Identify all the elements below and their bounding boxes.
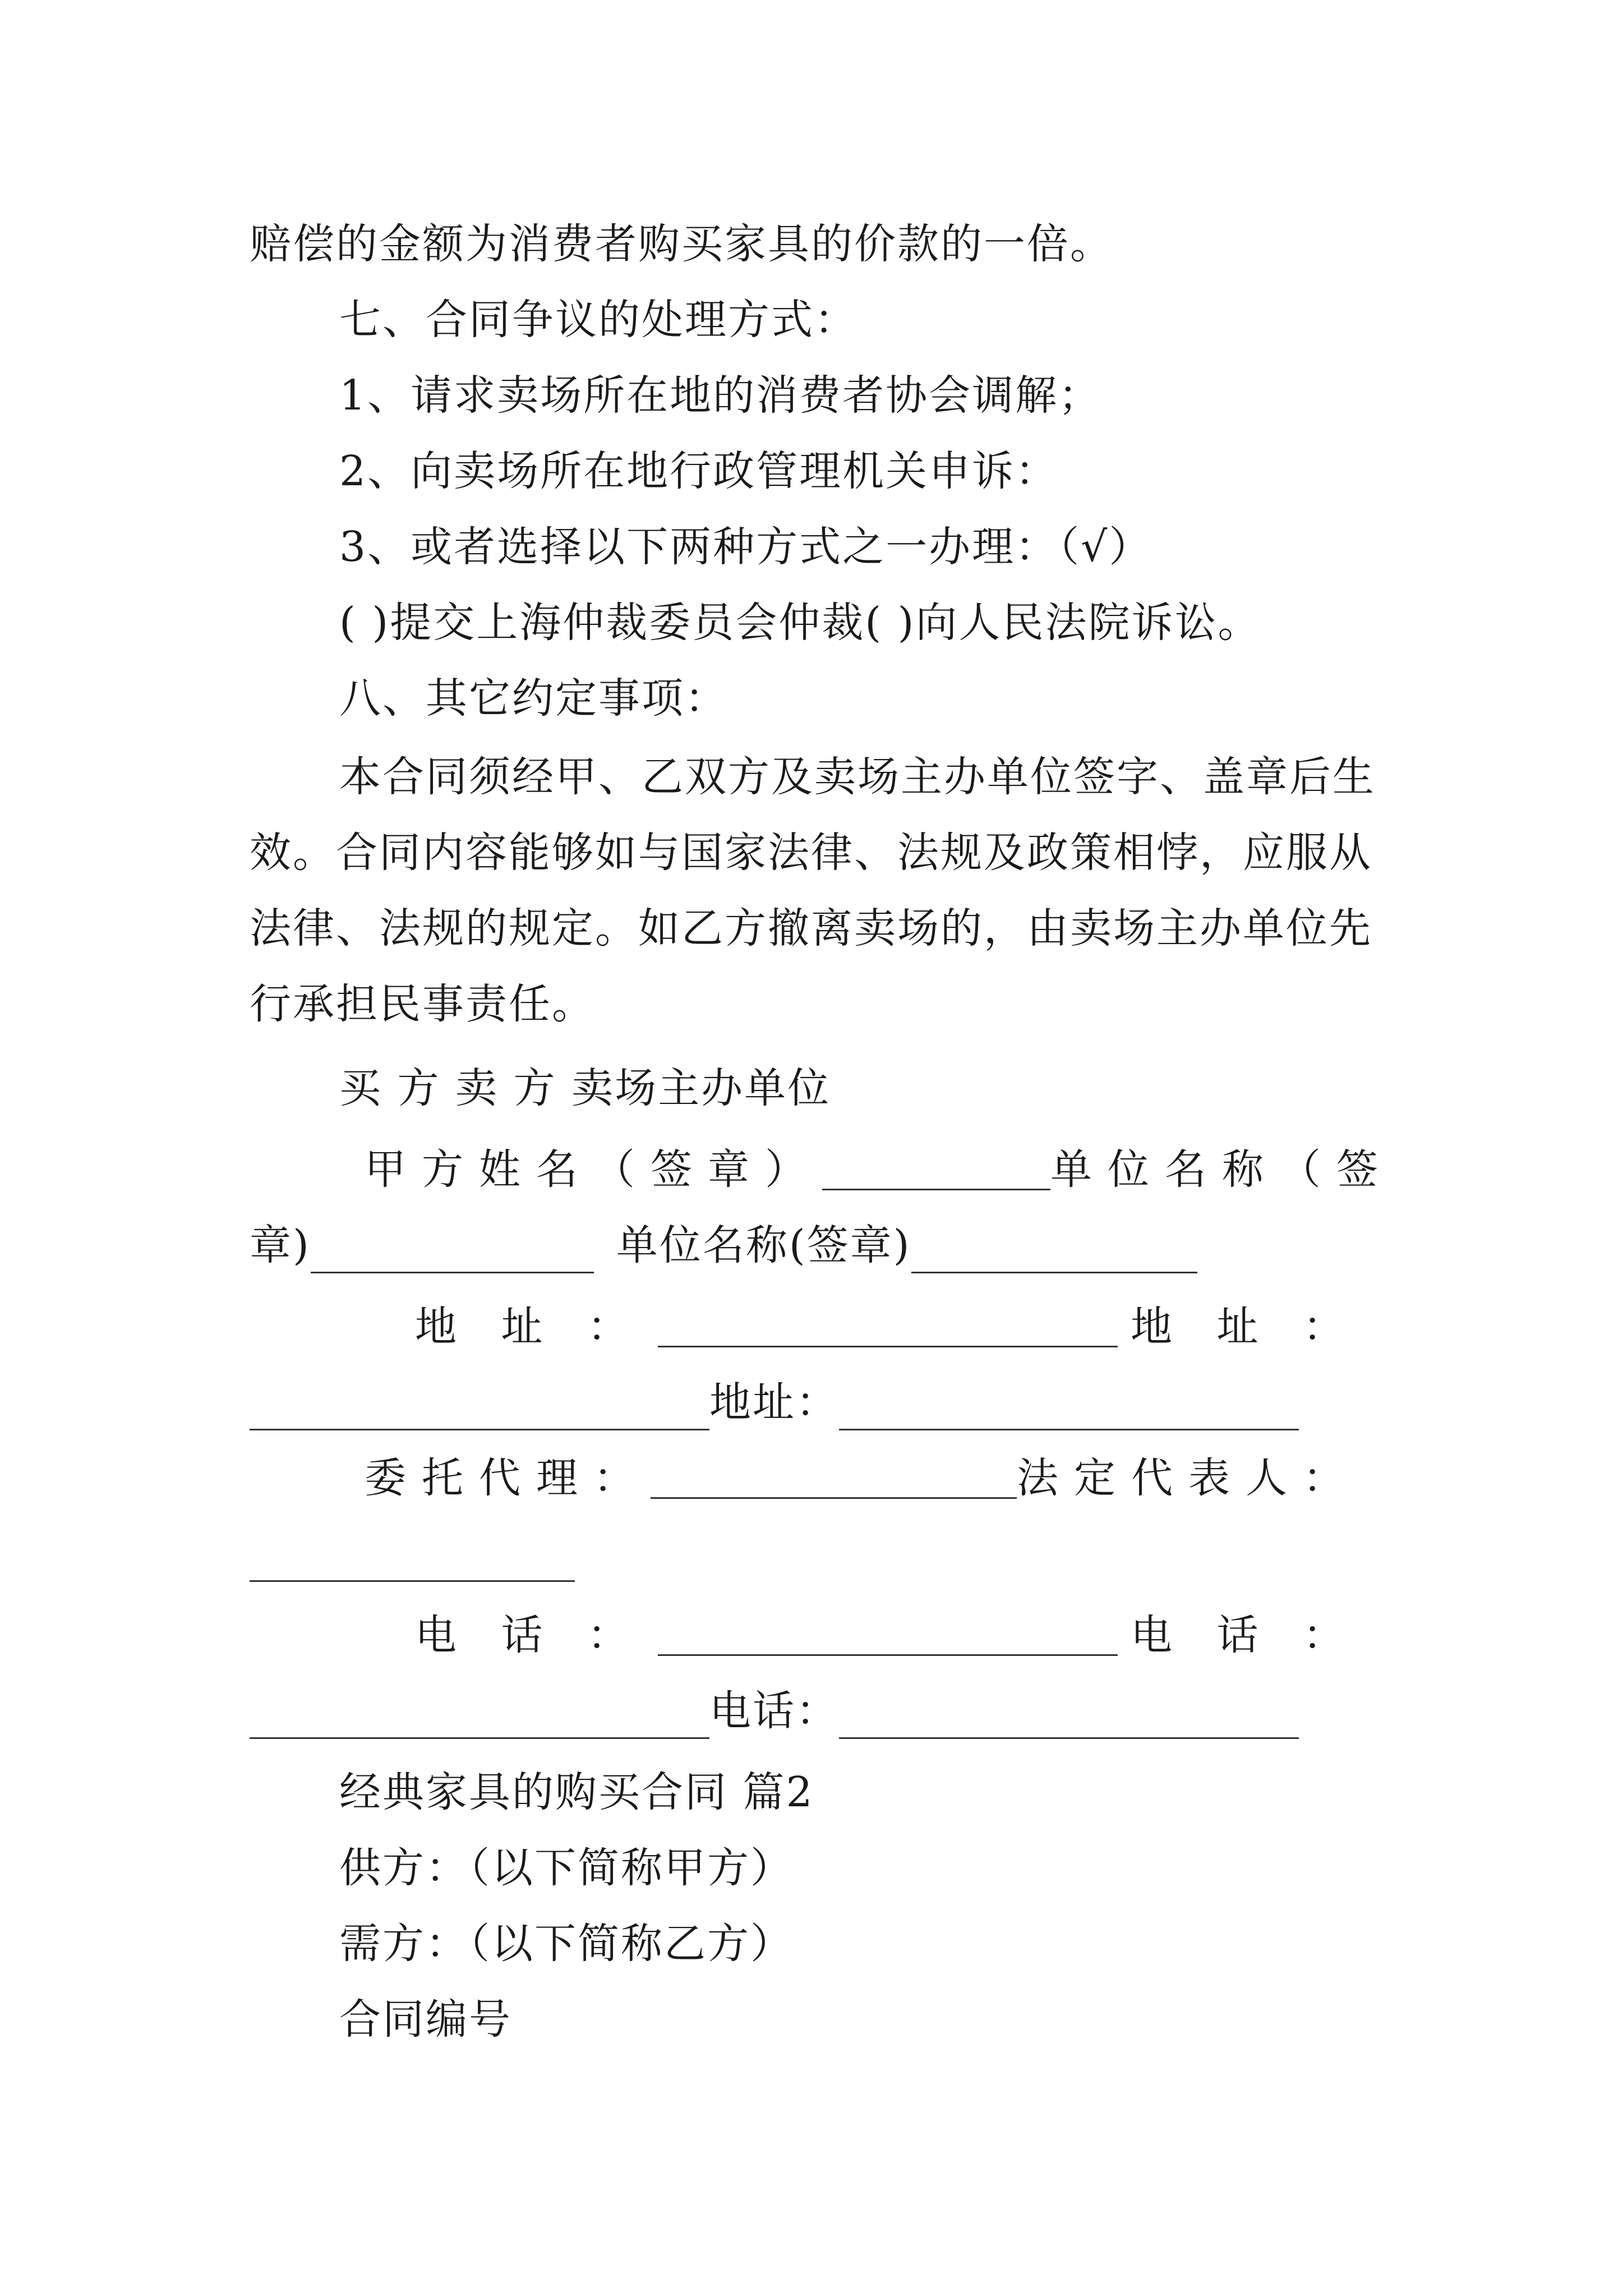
organizer-address-label: 地址：: [709, 1378, 839, 1427]
buyer-line: 需方：（以下简称乙方）: [339, 1920, 794, 1968]
seller-address-label: 地 址 ：: [1130, 1303, 1360, 1351]
organizer-unit-blank[interactable]: [911, 1232, 1197, 1273]
paragraph-line: 效。合同内容能够如与国家法律、法规及政策相悖，应服从: [250, 829, 1372, 877]
seal-label: 章): [250, 1221, 311, 1269]
section-heading-other: 八、其它约定事项：: [339, 674, 728, 723]
sign-row-unit: [250, 1217, 1394, 1273]
list-item: 1、请求卖场所在地的消费者协会调解；: [339, 371, 1102, 420]
sign-row-address: [415, 1299, 1360, 1355]
sign-row-address-2: [250, 1374, 1394, 1430]
organizer-unit-label: 单位名称(签章): [616, 1221, 911, 1269]
sign-row-phone-2: [250, 1683, 1394, 1739]
paragraph-line: 本合同须经甲、乙双方及卖场主办单位签字、盖章后生: [339, 753, 1376, 801]
list-item: 2、向卖场所在地行政管理机关申诉：: [339, 447, 1059, 495]
list-item: 3、或者选择以下两种方式之一办理：（√）: [339, 523, 1152, 571]
sign-row-agent: [365, 1450, 1360, 1506]
buyer-name-blank[interactable]: [822, 1149, 1050, 1190]
contract-number-label: 合同编号: [339, 1995, 512, 2044]
seller-unit-blank[interactable]: [311, 1232, 594, 1273]
seller-phone-blank[interactable]: [250, 1698, 709, 1739]
seller-address-blank[interactable]: [250, 1389, 709, 1430]
agent-label: 委托代理：: [365, 1454, 651, 1502]
organizer-phone-label: 电话：: [709, 1687, 839, 1735]
seller-phone-label: 电 话 ：: [1130, 1611, 1360, 1659]
paragraph-line: 行承担民事责任。: [250, 980, 595, 1028]
legal-rep-label: 法定代表人：: [1017, 1454, 1360, 1502]
paragraph-line: 法律、法规的规定。如乙方撤离卖场的，由卖场主办单位先: [250, 904, 1372, 953]
agent-blank[interactable]: [651, 1458, 1017, 1499]
unit-name-label: 单位名称（签: [1050, 1145, 1394, 1194]
buyer-address-label: 地 址 ：: [415, 1303, 645, 1351]
buyer-address-blank[interactable]: [658, 1306, 1118, 1347]
section-heading-dispute: 七、合同争议的处理方式：: [339, 296, 857, 344]
paragraph-line: 赔偿的金额为消费者购买家具的价款的一倍。: [250, 220, 1113, 268]
contract-2-title: 经典家具的购买合同 篇2: [339, 1768, 814, 1816]
signatories-header: 买 方 卖 方 卖场主办单位: [339, 1064, 831, 1112]
organizer-phone-blank[interactable]: [839, 1698, 1299, 1739]
legal-rep-blank[interactable]: [250, 1541, 575, 1582]
buyer-phone-blank[interactable]: [658, 1615, 1118, 1656]
sign-row-name: [365, 1142, 1394, 1198]
option-line: ( )提交上海仲裁委员会仲裁( )向人民法院诉讼。: [339, 599, 1261, 647]
supplier-line: 供方：（以下简称甲方）: [339, 1844, 794, 1892]
sign-row-agent-2: [250, 1526, 1394, 1582]
buyer-phone-label: 电 话 ：: [415, 1611, 645, 1659]
buyer-name-label: 甲方姓名（签章）: [365, 1145, 822, 1194]
sign-row-phone: [415, 1607, 1360, 1663]
organizer-address-blank[interactable]: [839, 1389, 1299, 1430]
